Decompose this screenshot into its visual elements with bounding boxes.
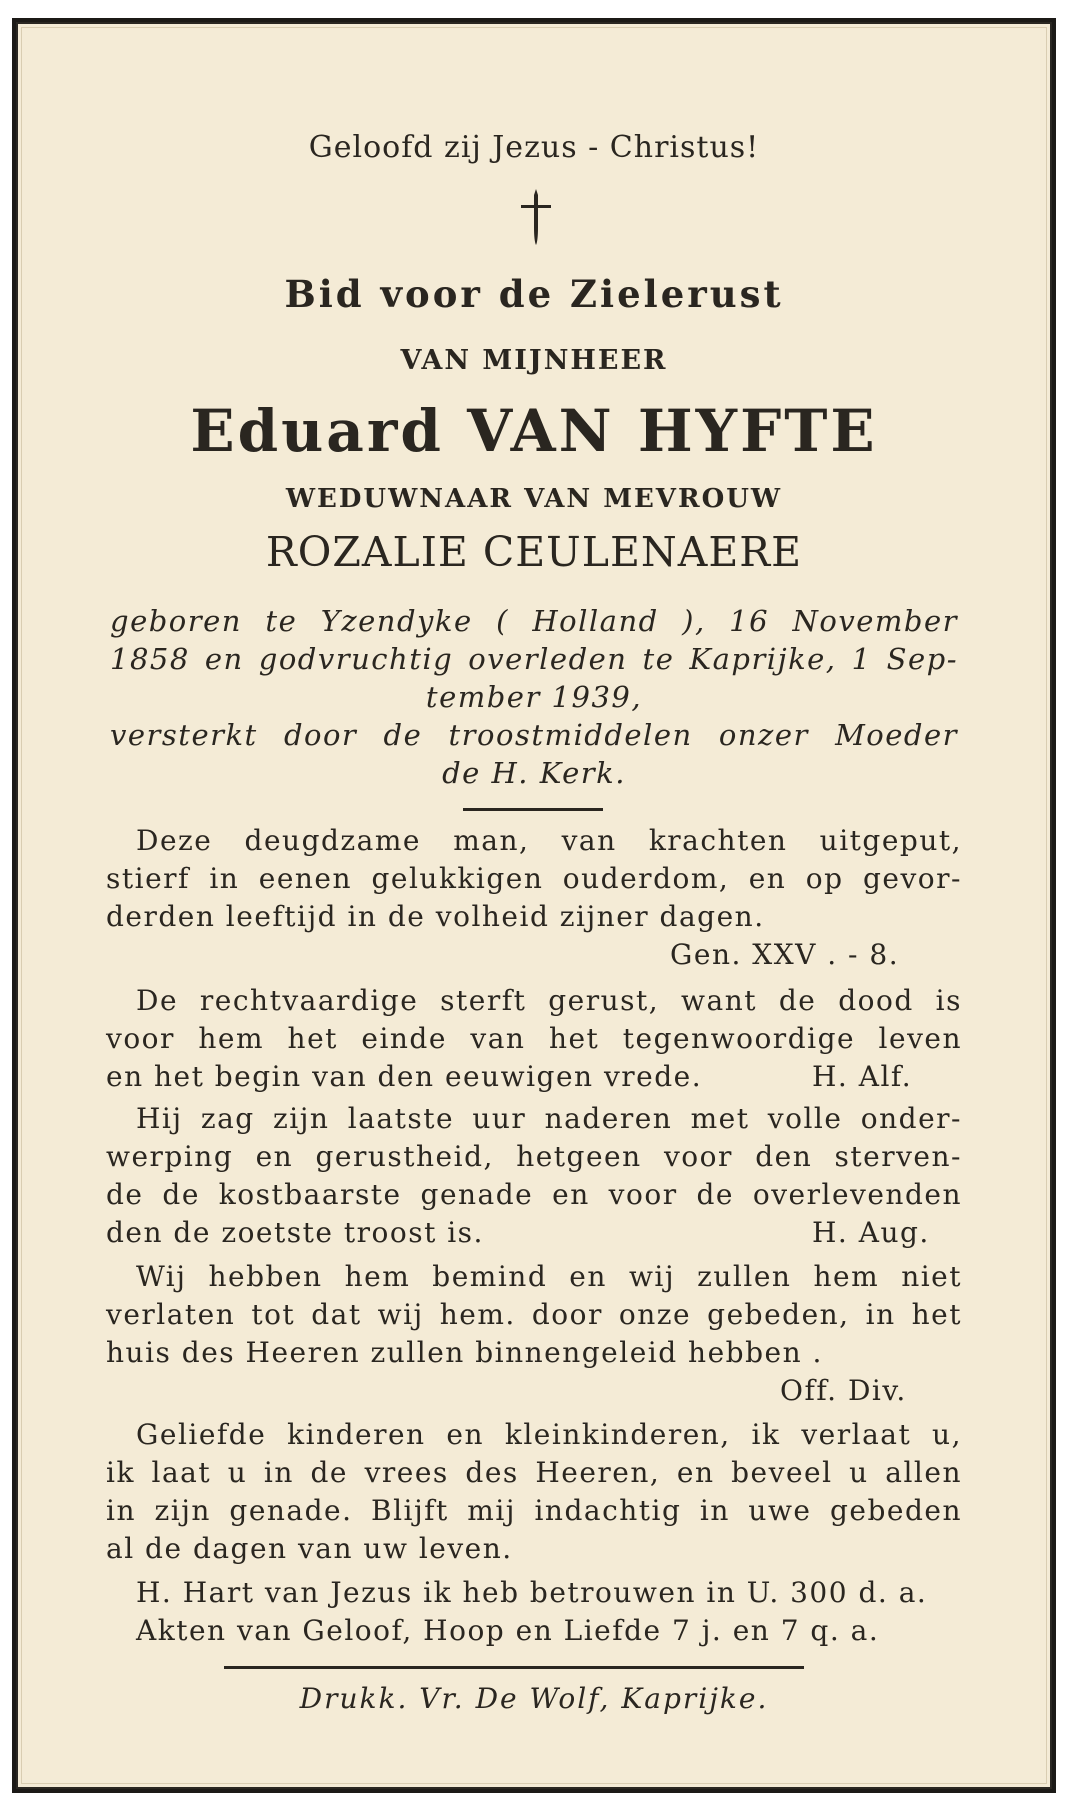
passage-1-line-2: stierf in eenen gelukkigen ouderdom, en op gevor- [106, 862, 962, 895]
passage-2-line-3: en het begin van den eeuwigen vrede. [106, 1060, 703, 1093]
prayer-title: Bid voor de Zielerust [284, 272, 784, 316]
passage-1-line-3: derden leeftijd in de volheid zijner dagen. [106, 900, 765, 933]
printer-credit: Drukk. Vr. De Wolf, Kaprijke. [299, 1682, 769, 1715]
passage-1-source: Gen. XXV . - 8. [670, 938, 900, 971]
passage-2-line-1: De rechtvaardige sterft gerust, want de dood is [136, 984, 962, 1017]
of-sir-label: VAN MIJNHEER [400, 345, 668, 376]
deceased-name: Eduard VAN HYFTE [190, 397, 878, 465]
details-line-1: geboren te Yzendyke ( Holland ), 16 November [110, 604, 958, 638]
passage-3-line-2: werping en gerustheid, hetgeen voor den sterven- [106, 1140, 962, 1173]
details-line-2: 1858 en godvruchtig overleden te Kaprijke, 1 Sep- [110, 642, 958, 676]
memorial-card [12, 18, 1056, 1793]
passage-5-line-1: Geliefde kinderen en kleinkinderen, ik verlaat u, [136, 1418, 962, 1451]
details-line-3: tember 1939, [425, 680, 643, 714]
widower-of-label: WEDUWNAAR VAN MEVROUW [285, 484, 783, 514]
passage-4-line-1: Wij hebben hem bemind en wij zullen hem niet [136, 1260, 962, 1293]
cross-icon [517, 187, 555, 247]
passage-1-line-1: Deze deugdzame man, van krachten uitgeput, [136, 824, 962, 857]
spouse-name: ROZALIE CEULENAERE [265, 528, 803, 576]
divider-long [224, 1666, 804, 1669]
passage-5-line-3: in zijn genade. Blijft mij indachtig in uwe gebeden [106, 1494, 962, 1527]
passage-4-line-2: verlaten tot dat wij hem. door onze gebeden, in het [106, 1298, 962, 1331]
passage-4-source: Off. Div. [780, 1374, 907, 1407]
passage-3-line-3: de de kostbaarste genade en voor de overlevenden [106, 1178, 962, 1211]
passage-5-line-2: ik laat u in de vrees des Heeren, en beveel u allen [106, 1456, 962, 1489]
greeting-line: Geloofd zij Jezus - Christus! [308, 130, 760, 165]
divider-short [463, 808, 603, 811]
passage-2-source: H. Alf. [812, 1060, 913, 1093]
passage-4-line-3: huis des Heeren zullen binnengeleid hebben . [106, 1336, 823, 1369]
indulgence-line-2: Akten van Geloof, Hoop en Liefde 7 j. en 7 q. a. [136, 1614, 880, 1647]
details-line-5: de H. Kerk. [442, 756, 626, 790]
passage-3-line-1: Hij zag zijn laatste uur naderen met volle onder- [136, 1102, 962, 1135]
details-line-4: versterkt door de troostmiddelen onzer Moeder [110, 718, 958, 752]
passage-2-line-2: voor hem het einde van het tegenwoordige leven [106, 1022, 962, 1055]
passage-3-source: H. Aug. [812, 1216, 930, 1249]
passage-3-line-4: den de zoetste troost is. [106, 1216, 484, 1249]
passage-5-line-4: al de dagen van uw leven. [106, 1532, 513, 1565]
indulgence-line-1: H. Hart van Jezus ik heb betrouwen in U. 300 d. a. [136, 1576, 928, 1609]
